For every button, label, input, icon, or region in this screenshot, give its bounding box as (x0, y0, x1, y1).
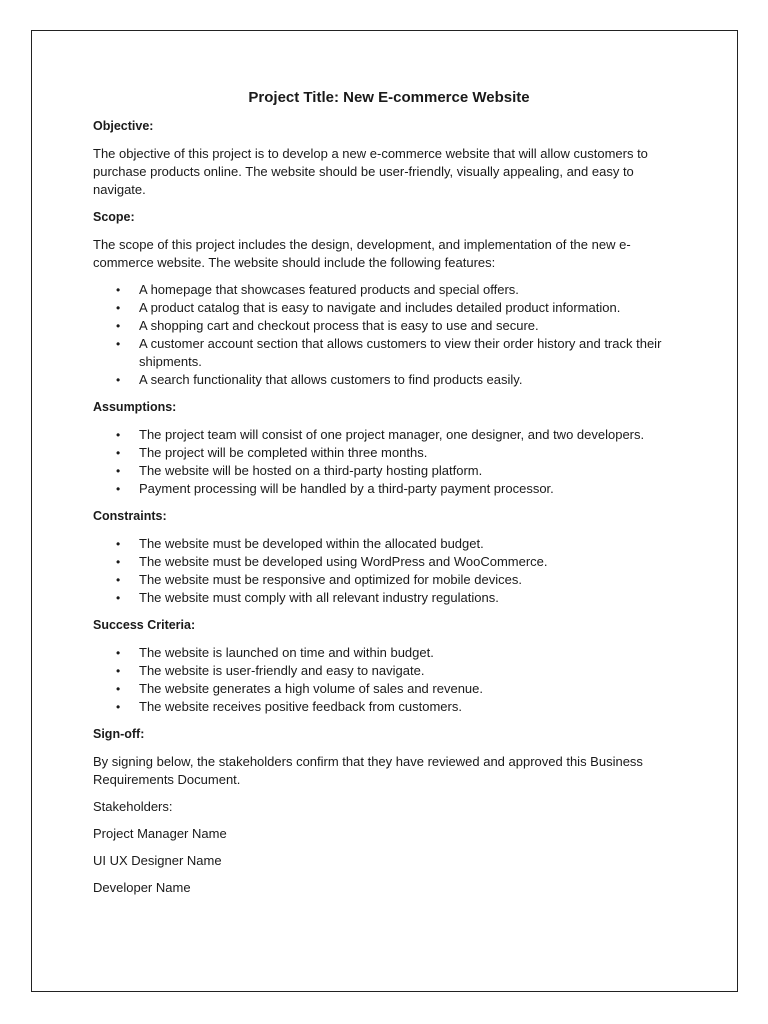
bullet-icon: • (116, 646, 121, 660)
bullet-icon: • (116, 555, 121, 569)
bullet-icon: • (116, 428, 121, 442)
list-item-text: The website must be developed within the allocated budget. (139, 536, 484, 551)
assumptions-heading: Assumptions: (93, 400, 177, 414)
list-item-text: The website is user-friendly and easy to navigate. (139, 663, 425, 678)
list-item-text: The website must comply with all relevant industry regulations. (139, 590, 499, 605)
constraints-list (93, 535, 683, 607)
list-item-text: The website will be hosted on a third-party hosting platform. (139, 463, 483, 478)
bullet-icon: • (116, 319, 121, 333)
signoff-paragraph: By signing below, the stakeholders confirm that they have reviewed and approved this Business Requirements Document. (93, 754, 643, 787)
list-item (93, 571, 683, 589)
bullet-icon: • (116, 373, 121, 387)
bullet-icon: • (116, 446, 121, 460)
list-item (93, 299, 683, 317)
list-item-text: A shopping cart and checkout process that is easy to use and secure. (139, 318, 539, 333)
document-body (93, 88, 683, 906)
stakeholder-name: UI UX Designer Name (93, 853, 222, 868)
list-item (93, 281, 683, 299)
list-item (93, 480, 683, 498)
bullet-icon: • (116, 591, 121, 605)
bullet-icon: • (116, 664, 121, 678)
list-item (93, 553, 683, 571)
list-item (93, 444, 683, 462)
list-item-text: The project team will consist of one project manager, one designer, and two developers. (139, 427, 645, 442)
objective-heading: Objective: (93, 119, 154, 133)
list-item (93, 371, 683, 389)
bullet-icon: • (116, 301, 121, 315)
bullet-icon: • (116, 537, 121, 551)
objective-paragraph: The objective of this project is to develop a new e-commerce website that will allow customers to purchase products online. The website should be user-friendly, visually appealing, and easy to navigate. (93, 146, 648, 197)
list-item-text: The website must be responsive and optimized for mobile devices. (139, 572, 522, 587)
list-item (93, 317, 683, 335)
list-item-text: A customer account section that allows customers to view their order history and track their shipments. (139, 336, 662, 369)
list-item-text: A homepage that showcases featured products and special offers. (139, 282, 519, 297)
list-item (93, 662, 683, 680)
bullet-icon: • (116, 482, 121, 496)
bullet-icon: • (116, 682, 121, 696)
list-item-text: A search functionality that allows customers to find products easily. (139, 372, 523, 387)
list-item (93, 698, 683, 716)
bullet-icon: • (116, 700, 121, 714)
list-item-text: The website must be developed using WordPress and WooCommerce. (139, 554, 548, 569)
list-item (93, 462, 683, 480)
list-item-text: The project will be completed within three months. (139, 445, 428, 460)
stakeholders-label: Stakeholders: (93, 799, 173, 814)
success-criteria-list (93, 644, 683, 716)
list-item (93, 644, 683, 662)
list-item (93, 426, 683, 444)
list-item (93, 535, 683, 553)
success-criteria-heading: Success Criteria: (93, 618, 196, 632)
document-title: Project Title: New E-commerce Website (248, 89, 530, 106)
stakeholder-name: Developer Name (93, 880, 191, 895)
scope-heading: Scope: (93, 210, 135, 224)
list-item-text: The website is launched on time and within budget. (139, 645, 434, 660)
constraints-heading: Constraints: (93, 509, 167, 523)
signoff-heading: Sign-off: (93, 727, 145, 741)
list-item (93, 589, 683, 607)
list-item-text: A product catalog that is easy to navigate and includes detailed product information. (139, 300, 621, 315)
bullet-icon: • (116, 337, 121, 351)
scope-paragraph: The scope of this project includes the design, development, and implementation of the new e-commerce website. The website should include the following features: (93, 237, 631, 270)
assumptions-list (93, 426, 683, 498)
bullet-icon: • (116, 464, 121, 478)
list-item-text: The website receives positive feedback from customers. (139, 699, 462, 714)
list-item (93, 335, 683, 371)
list-item (93, 680, 683, 698)
stakeholder-name: Project Manager Name (93, 826, 227, 841)
list-item-text: Payment processing will be handled by a third-party payment processor. (139, 481, 554, 496)
scope-list (93, 281, 683, 389)
bullet-icon: • (116, 283, 121, 297)
bullet-icon: • (116, 573, 121, 587)
list-item-text: The website generates a high volume of sales and revenue. (139, 681, 483, 696)
